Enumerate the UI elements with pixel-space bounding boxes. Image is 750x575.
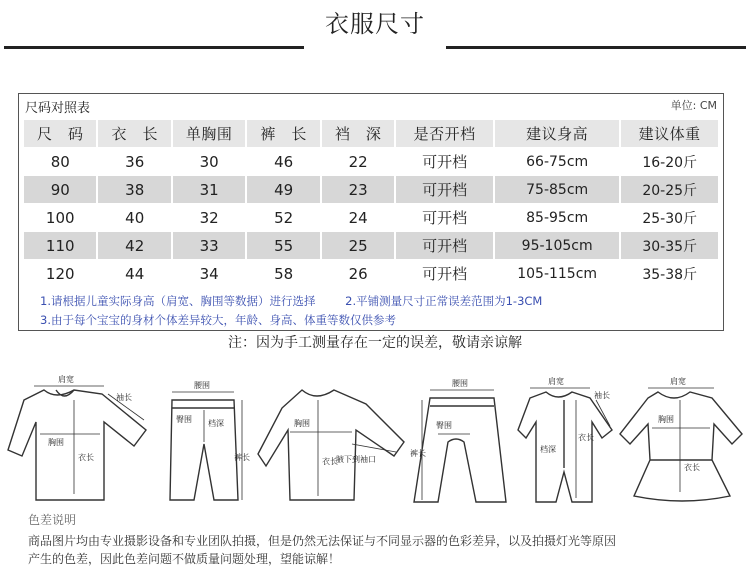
- romper-measurement-diagram: [516, 360, 616, 510]
- pants2-measurement-diagram: [408, 360, 513, 510]
- diagram-label: 档深: [540, 445, 556, 454]
- table-cell: 26: [322, 260, 394, 287]
- table-cell: 46: [247, 148, 319, 175]
- measurement-diagrams: [0, 360, 750, 510]
- diagram-label: 胸围: [294, 419, 310, 428]
- table-cell: 38: [98, 176, 170, 203]
- column-header: 是否开档: [396, 120, 493, 147]
- table-cell: 44: [98, 260, 170, 287]
- table-header-row: [24, 120, 718, 147]
- table-row: [24, 232, 718, 259]
- table-cell: 可开档: [396, 176, 493, 203]
- unit-label: 单位: CM: [670, 99, 717, 112]
- table-cell: 35-38斤: [621, 260, 718, 287]
- table-cell: 25-30斤: [621, 204, 718, 231]
- table-cell: 22: [322, 148, 394, 175]
- diagram-label: 袖长: [116, 393, 132, 402]
- size-chart-heading: 尺码对照表: [25, 101, 91, 116]
- table-cell: 16-20斤: [621, 148, 718, 175]
- diagram-label: 臀围: [436, 421, 452, 430]
- note-text: 1.请根据儿童实际身高（肩宽、胸围等数据）进行选择: [40, 294, 316, 308]
- table-cell: 30-35斤: [621, 232, 718, 259]
- table-cell: 25: [322, 232, 394, 259]
- table-cell: 49: [247, 176, 319, 203]
- title-divider-right: [446, 46, 746, 49]
- diagram-label: 肩宽: [670, 377, 686, 386]
- diagram-label: 衣长: [684, 463, 700, 472]
- diagram-label: 肩宽: [58, 375, 74, 384]
- diagram-label: 腰围: [194, 381, 210, 390]
- column-header: 裆 深: [322, 120, 394, 147]
- column-header: 建议身高: [495, 120, 619, 147]
- table-cell: 31: [173, 176, 245, 203]
- diagram-label: 衣长: [578, 433, 594, 442]
- table-cell: 可开档: [396, 232, 493, 259]
- column-header: 建议体重: [621, 120, 718, 147]
- table-cell: 85-95cm: [495, 204, 619, 231]
- diagram-label: 衣长: [78, 453, 94, 462]
- table-cell: 可开档: [396, 148, 493, 175]
- table-cell: 100: [24, 204, 96, 231]
- title-divider-left: [4, 46, 304, 49]
- size-notes: [40, 292, 542, 330]
- measurement-disclaimer: 注：因为手工测量存在一定的误差，敬请亲谅解: [228, 335, 522, 351]
- raglan-top-measurement-diagram: [256, 360, 406, 510]
- pants-measurement-diagram: [158, 360, 253, 510]
- column-header: 单胸围: [173, 120, 245, 147]
- diagram-label: 袖长: [594, 391, 610, 400]
- table-cell: 30: [173, 148, 245, 175]
- table-cell: 52: [247, 204, 319, 231]
- diagram-label: 胸围: [48, 438, 64, 447]
- note-text: 3.由于每个宝宝的身材个体差异较大，年龄、身高、体重等数仅供参考: [40, 313, 396, 327]
- table-cell: 58: [247, 260, 319, 287]
- table-cell: 23: [322, 176, 394, 203]
- table-cell: 20-25斤: [621, 176, 718, 203]
- table-cell: 75-85cm: [495, 176, 619, 203]
- diagram-label: 肩宽: [548, 377, 564, 386]
- dress-measurement-diagram: [618, 360, 746, 510]
- table-cell: 40: [98, 204, 170, 231]
- column-header: 尺 码: [24, 120, 96, 147]
- table-cell: 32: [173, 204, 245, 231]
- table-cell: 95-105cm: [495, 232, 619, 259]
- color-note-text: 商品图片均由专业摄影设备和专业团队拍摄，但是仍然无法保证与不同显示器的色彩差异，以及拍摄灯光等原因: [28, 534, 617, 548]
- table-row: [24, 204, 718, 231]
- table-row: [24, 176, 718, 203]
- table-cell: 34: [173, 260, 245, 287]
- diagram-label: 档深: [208, 419, 224, 428]
- diagram-label: 裤长: [234, 453, 250, 462]
- table-row: [24, 260, 718, 287]
- table-cell: 55: [247, 232, 319, 259]
- diagram-label: 腋下到袖口: [336, 455, 376, 464]
- diagram-label: 臀围: [176, 415, 192, 424]
- color-note-heading: 色差说明: [28, 513, 77, 527]
- column-header: 衣 长: [98, 120, 170, 147]
- table-cell: 66-75cm: [495, 148, 619, 175]
- table-cell: 可开档: [396, 204, 493, 231]
- color-note-text: 产生的色差，因此色差问题不做质量问题处理，望能谅解！: [28, 552, 341, 566]
- top-measurement-diagram: [4, 360, 154, 510]
- table-cell: 42: [98, 232, 170, 259]
- diagram-label: 胸围: [658, 415, 674, 424]
- table-cell: 110: [24, 232, 96, 259]
- table-cell: 36: [98, 148, 170, 175]
- diagram-label: 衣长: [322, 457, 338, 466]
- table-cell: 120: [24, 260, 96, 287]
- table-cell: 105-115cm: [495, 260, 619, 287]
- diagram-label: 裤长: [410, 449, 426, 458]
- table-cell: 90: [24, 176, 96, 203]
- table-row: [24, 148, 718, 175]
- table-cell: 24: [322, 204, 394, 231]
- column-header: 裤 长: [247, 120, 319, 147]
- note-text: 2.平铺测量尺寸正常误差范围为1-3CM: [345, 294, 543, 308]
- diagram-label: 腰围: [452, 379, 468, 388]
- table-cell: 80: [24, 148, 96, 175]
- table-cell: 33: [173, 232, 245, 259]
- table-cell: 可开档: [396, 260, 493, 287]
- page-title: 衣服尺寸: [325, 10, 425, 38]
- size-table: [22, 119, 720, 288]
- color-difference-notice: [28, 511, 616, 568]
